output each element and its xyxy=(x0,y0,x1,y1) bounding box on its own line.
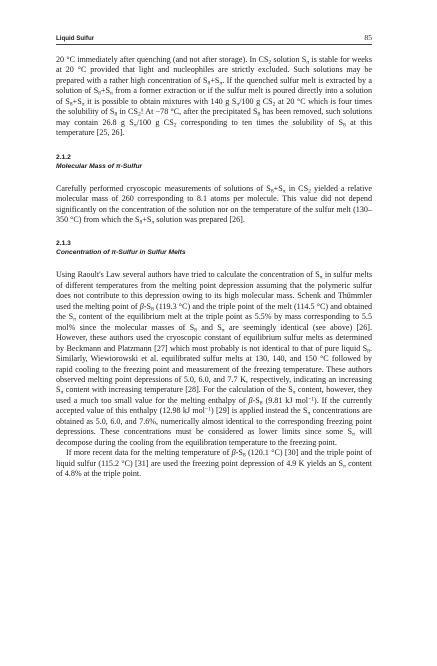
section-number: 2.1.3 xyxy=(56,240,71,248)
section-heading-concentration xyxy=(56,239,372,257)
paragraph-raoult: Using Raoult's Law several authors have tried to calculate the concentration of $S_\pi$ in sulfur melts of different temperatures from the melting point depression assuming that the polymeric sulfur does not contribute to this depression owing to its high molecular mass. Schenk and Thümmler used the melting point of $\beta-S_8$ (119.3 °C) and the triple point of the melt (114.5 °C) and obtained the $S_\pi$ content of the equilibrium melt at the triple point as 5.5% by mass corresponding to 5.5 mol% since the molecular masses of $S_8$ and $S_\pi$ are seemingly identical (see above) [26]. However, these authors used the cryoscopic constant of equilibrium sulfur melts as determined by Beckmann and Platzmann [27] which most probably is not identical to that of pure liquid $S_8$. Similarly, Wiewiorowski et al. equilibrated sulfur melts at 130, 140, and 150 °C followed by rapid cooling to the freezing point and measurement of the freezing temperature. These authors observed melting point depressions of 5.0, 6.0, and 7.7 K, respectively, indicating an increasing $S_\pi$ content with increasing temperature [28]. For the calculation of the $S_\pi$ content, however, they used a much too small value for the melting enthalpy of $\beta-S_8$ (9.81 kJ mol$^{-1}$). If the currently accepted value of this enthalpy (12.98 kJ mol$^{-1}$) [29] is applied instead the $S_\pi$ concentrations are obtained as 5.0, 6.0, and 7.6%, numerically almost identical to the corresponding freezing point depressions. These concentrations must be considered as lower limits since some $S_\pi$ will decompose during the cooling from the equilibration temperature to the freezing point. xyxy=(56,270,373,447)
section-title: Concentration of π-Sulfur in Sulfur Melts xyxy=(56,249,186,257)
section-title: Molecular Mass of π-Sulfur xyxy=(56,162,143,170)
page-body xyxy=(56,55,372,480)
paragraph-recent-data: If more recent data for the melting temperature of $\beta-S_8$ (120.1 °C) [30] and the triple point of liquid sulfur (115.2 °C) [31] are used the freezing point depression of 4.9 K yields an $S_\pi$ content of 4.8% at the triple point. xyxy=(56,448,372,479)
paragraph-cryoscopic: Carefully performed cryoscopic measurements of solutions of $S_8+S_\pi$ in $CS_2$ yielded a relative molecular mass of 260 corresponding to 8.1 atoms per molecule. This value did not depend significantly on the concentration of the solution nor on the temperature of the sulfur melt (130–350 °C) from which the $S_8+S_\pi$ solution was prepared [26]. xyxy=(56,183,373,226)
section-heading-molecular-mass xyxy=(56,153,372,171)
paragraph-quenching: 20 °C immediately after quenching (and not after storage). In $CS_2$ solution $S_\pi$ is stable for weeks at 20 °C provided that light and nucleophiles are strictly excluded. Such solutions may be prepared with a rather high concentration of $S_8+S_\pi$. If the quenched sulfur melt is extracted by a solution of $S_8+S_\pi$ from a former extraction or if the sulfur melt is poured directly into a solution of $S_8+S_\pi$ it is possible to obtain mixtures with 140 g $S_\pi/100$ g $CS_2$ at 20 °C which is four times the solubility of $S_8$ in $CS_2$! At −78 °C, after the precipitated $S_8$ has been removed, such solutions may contain 26.8 g $S_\pi/100$ g $CS_2$ corresponding to ten times the solubility of $S_8$ at this temperature [25, 26]. xyxy=(56,55,372,138)
running-head xyxy=(56,33,372,45)
page-number: 85 xyxy=(364,33,372,42)
running-head-title: Liquid Sulfur xyxy=(56,35,95,42)
section-number: 2.1.2 xyxy=(56,153,71,161)
